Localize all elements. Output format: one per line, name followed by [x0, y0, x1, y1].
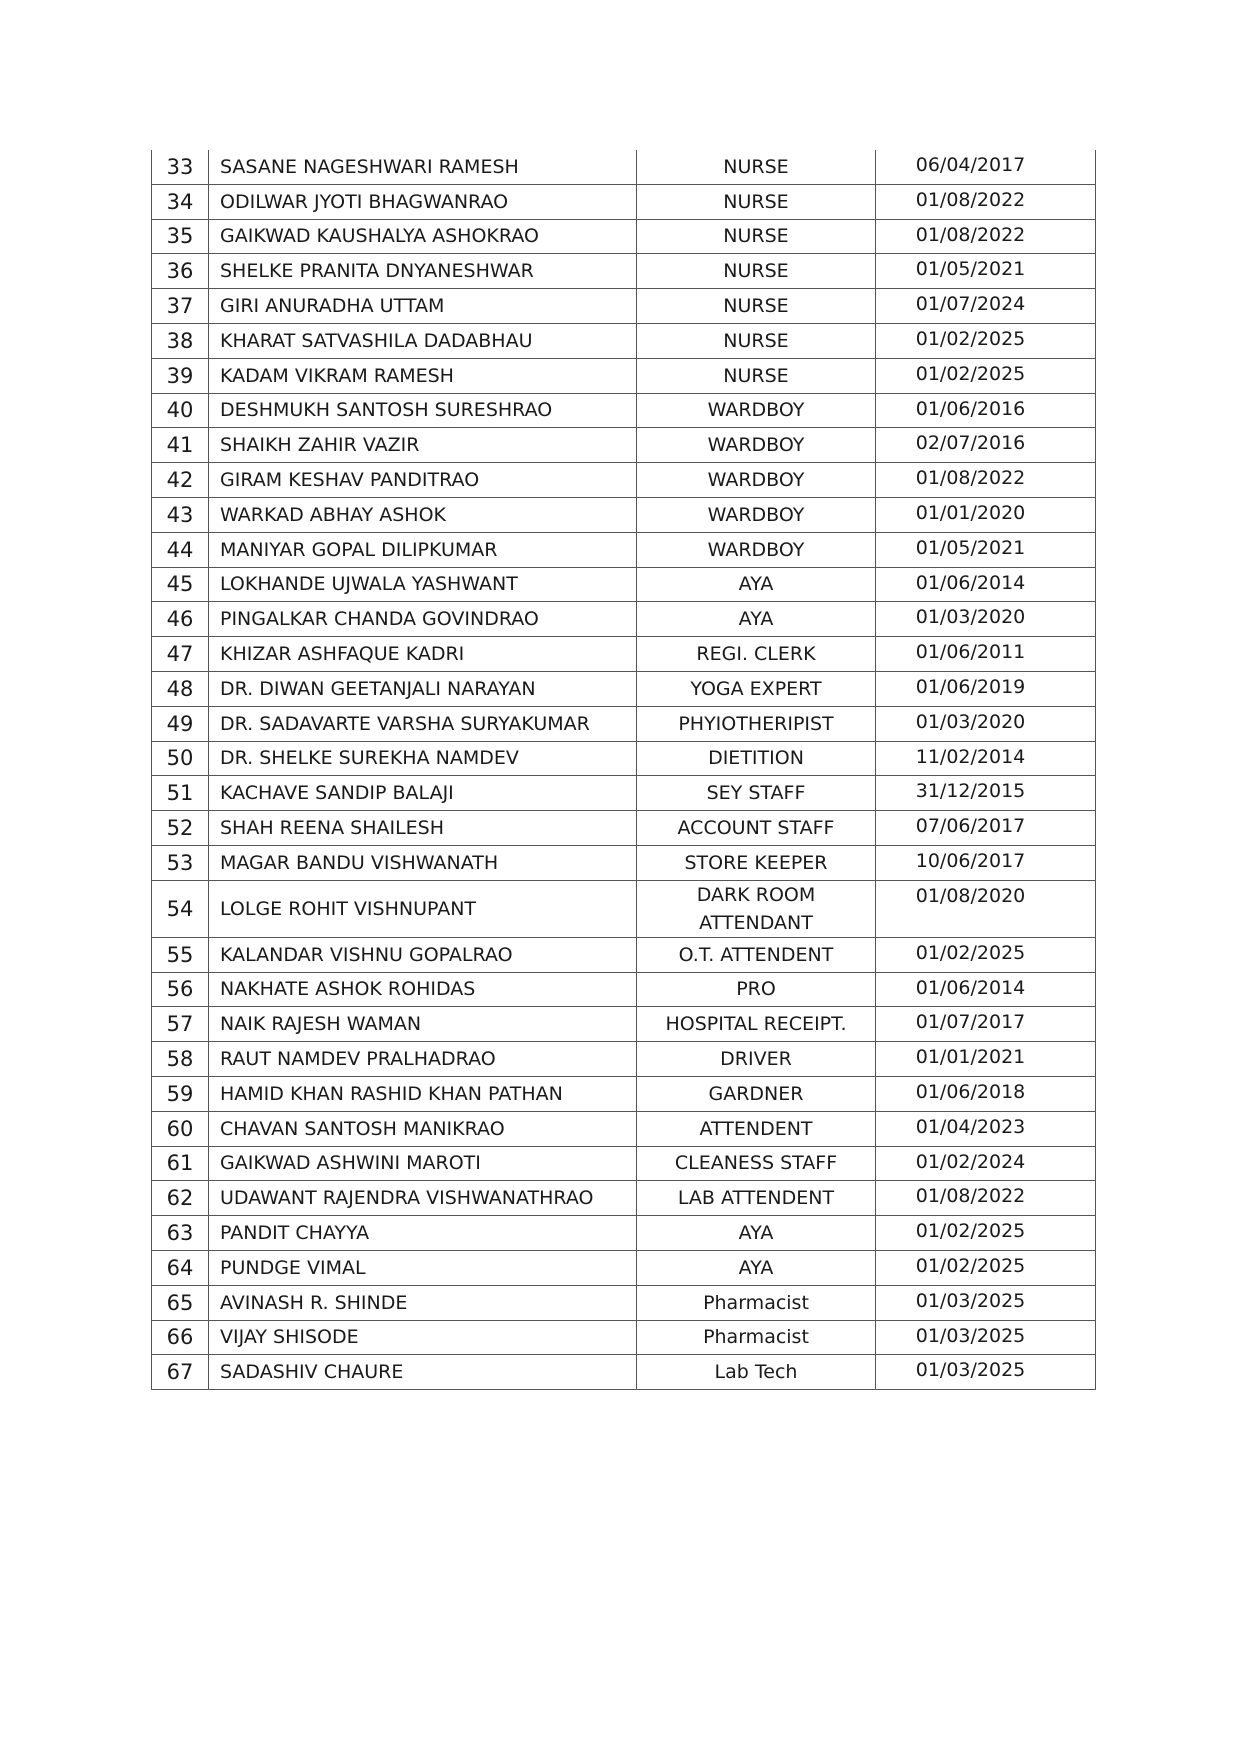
name-cell: SADASHIV CHAURE	[209, 1355, 637, 1390]
designation-cell: STORE KEEPER	[637, 845, 876, 880]
table-row	[152, 219, 1096, 254]
designation-cell: LAB ATTENDENT	[637, 1181, 876, 1216]
name-cell: NAIK RAJESH WAMAN	[209, 1007, 637, 1042]
table-row	[152, 1146, 1096, 1181]
designation-cell: NURSE	[637, 289, 876, 324]
name-cell: KHARAT SATVASHILA DADABHAU	[209, 323, 637, 358]
date-cell: 01/08/2020	[876, 880, 1096, 937]
serial-number-cell: 58	[152, 1042, 209, 1077]
table-row	[152, 602, 1096, 637]
serial-number-cell: 49	[152, 706, 209, 741]
serial-number-cell: 63	[152, 1216, 209, 1251]
table-row	[152, 184, 1096, 219]
designation-cell: DARK ROOM ATTENDANT	[637, 880, 876, 937]
staff-table-body	[152, 150, 1096, 1390]
name-cell: KHIZAR ASHFAQUE KADRI	[209, 637, 637, 672]
name-cell: NAKHATE ASHOK ROHIDAS	[209, 972, 637, 1007]
serial-number-cell: 34	[152, 184, 209, 219]
date-cell: 01/02/2025	[876, 323, 1096, 358]
name-cell: SHAH REENA SHAILESH	[209, 811, 637, 846]
date-cell: 01/02/2025	[876, 358, 1096, 393]
name-cell: HAMID KHAN RASHID KHAN PATHAN	[209, 1076, 637, 1111]
table-row	[152, 323, 1096, 358]
date-cell: 01/04/2023	[876, 1111, 1096, 1146]
designation-cell: WARDBOY	[637, 393, 876, 428]
date-cell: 01/06/2011	[876, 637, 1096, 672]
serial-number-cell: 33	[152, 150, 209, 184]
date-cell: 01/06/2014	[876, 567, 1096, 602]
date-cell: 01/08/2022	[876, 184, 1096, 219]
serial-number-cell: 39	[152, 358, 209, 393]
serial-number-cell: 36	[152, 254, 209, 289]
serial-number-cell: 41	[152, 428, 209, 463]
designation-cell: AYA	[637, 602, 876, 637]
name-cell: UDAWANT RAJENDRA VISHWANATHRAO	[209, 1181, 637, 1216]
table-row	[152, 1250, 1096, 1285]
designation-cell: WARDBOY	[637, 428, 876, 463]
designation-cell: AYA	[637, 1250, 876, 1285]
designation-cell: Lab Tech	[637, 1355, 876, 1390]
table-row	[152, 1076, 1096, 1111]
serial-number-cell: 54	[152, 880, 209, 937]
name-cell: KALANDAR VISHNU GOPALRAO	[209, 937, 637, 972]
serial-number-cell: 42	[152, 463, 209, 498]
date-cell: 01/06/2018	[876, 1076, 1096, 1111]
name-cell: SHAIKH ZAHIR VAZIR	[209, 428, 637, 463]
serial-number-cell: 35	[152, 219, 209, 254]
designation-cell: AYA	[637, 1216, 876, 1251]
designation-cell: PRO	[637, 972, 876, 1007]
table-row	[152, 706, 1096, 741]
serial-number-cell: 61	[152, 1146, 209, 1181]
name-cell: DR. SADAVARTE VARSHA SURYAKUMAR	[209, 706, 637, 741]
name-cell: GAIKWAD KAUSHALYA ASHOKRAO	[209, 219, 637, 254]
designation-cell: DIETITION	[637, 741, 876, 776]
name-cell: RAUT NAMDEV PRALHADRAO	[209, 1042, 637, 1077]
date-cell: 01/08/2022	[876, 463, 1096, 498]
name-cell: DR. SHELKE SUREKHA NAMDEV	[209, 741, 637, 776]
name-cell: PUNDGE VIMAL	[209, 1250, 637, 1285]
date-cell: 02/07/2016	[876, 428, 1096, 463]
serial-number-cell: 38	[152, 323, 209, 358]
designation-cell: O.T. ATTENDENT	[637, 937, 876, 972]
serial-number-cell: 65	[152, 1285, 209, 1320]
serial-number-cell: 51	[152, 776, 209, 811]
table-row	[152, 937, 1096, 972]
name-cell: LOKHANDE UJWALA YASHWANT	[209, 567, 637, 602]
date-cell: 01/06/2014	[876, 972, 1096, 1007]
date-cell: 01/06/2016	[876, 393, 1096, 428]
table-row	[152, 567, 1096, 602]
designation-cell: NURSE	[637, 358, 876, 393]
date-cell: 01/07/2024	[876, 289, 1096, 324]
date-cell: 01/03/2025	[876, 1355, 1096, 1390]
date-cell: 07/06/2017	[876, 811, 1096, 846]
serial-number-cell: 37	[152, 289, 209, 324]
date-cell: 01/07/2017	[876, 1007, 1096, 1042]
table-row	[152, 1007, 1096, 1042]
date-cell: 01/02/2025	[876, 1250, 1096, 1285]
table-row	[152, 150, 1096, 184]
name-cell: DR. DIWAN GEETANJALI NARAYAN	[209, 671, 637, 706]
name-cell: SASANE NAGESHWARI RAMESH	[209, 150, 637, 184]
serial-number-cell: 48	[152, 671, 209, 706]
serial-number-cell: 59	[152, 1076, 209, 1111]
designation-cell: ACCOUNT STAFF	[637, 811, 876, 846]
table-row	[152, 1042, 1096, 1077]
serial-number-cell: 62	[152, 1181, 209, 1216]
table-row	[152, 532, 1096, 567]
table-row	[152, 393, 1096, 428]
designation-cell: GARDNER	[637, 1076, 876, 1111]
table-row	[152, 289, 1096, 324]
date-cell: 01/08/2022	[876, 219, 1096, 254]
table-row	[152, 1111, 1096, 1146]
designation-cell: WARDBOY	[637, 497, 876, 532]
table-row	[152, 1181, 1096, 1216]
date-cell: 01/03/2025	[876, 1285, 1096, 1320]
designation-cell: NURSE	[637, 219, 876, 254]
serial-number-cell: 46	[152, 602, 209, 637]
designation-cell: ATTENDENT	[637, 1111, 876, 1146]
table-row	[152, 497, 1096, 532]
serial-number-cell: 44	[152, 532, 209, 567]
serial-number-cell: 60	[152, 1111, 209, 1146]
designation-cell: Pharmacist	[637, 1320, 876, 1355]
designation-cell: WARDBOY	[637, 532, 876, 567]
designation-cell: AYA	[637, 567, 876, 602]
name-cell: SHELKE PRANITA DNYANESHWAR	[209, 254, 637, 289]
date-cell: 01/03/2025	[876, 1320, 1096, 1355]
date-cell: 01/02/2025	[876, 1216, 1096, 1251]
designation-cell: YOGA EXPERT	[637, 671, 876, 706]
table-row	[152, 1285, 1096, 1320]
date-cell: 01/03/2020	[876, 706, 1096, 741]
name-cell: DESHMUKH SANTOSH SURESHRAO	[209, 393, 637, 428]
name-cell: KACHAVE SANDIP BALAJI	[209, 776, 637, 811]
serial-number-cell: 52	[152, 811, 209, 846]
serial-number-cell: 64	[152, 1250, 209, 1285]
date-cell: 01/05/2021	[876, 532, 1096, 567]
serial-number-cell: 47	[152, 637, 209, 672]
name-cell: WARKAD ABHAY ASHOK	[209, 497, 637, 532]
name-cell: KADAM VIKRAM RAMESH	[209, 358, 637, 393]
date-cell: 11/02/2014	[876, 741, 1096, 776]
serial-number-cell: 67	[152, 1355, 209, 1390]
name-cell: CHAVAN SANTOSH MANIKRAO	[209, 1111, 637, 1146]
name-cell: PANDIT CHAYYA	[209, 1216, 637, 1251]
designation-cell: DRIVER	[637, 1042, 876, 1077]
date-cell: 31/12/2015	[876, 776, 1096, 811]
designation-cell: NURSE	[637, 323, 876, 358]
staff-table	[151, 150, 1096, 1390]
table-row	[152, 741, 1096, 776]
table-row	[152, 463, 1096, 498]
table-row	[152, 845, 1096, 880]
serial-number-cell: 50	[152, 741, 209, 776]
table-row	[152, 972, 1096, 1007]
designation-cell: PHYIOTHERIPIST	[637, 706, 876, 741]
table-row	[152, 637, 1096, 672]
table-row	[152, 358, 1096, 393]
name-cell: MAGAR BANDU VISHWANATH	[209, 845, 637, 880]
name-cell: PINGALKAR CHANDA GOVINDRAO	[209, 602, 637, 637]
designation-cell: SEY STAFF	[637, 776, 876, 811]
serial-number-cell: 43	[152, 497, 209, 532]
designation-cell: WARDBOY	[637, 463, 876, 498]
serial-number-cell: 56	[152, 972, 209, 1007]
date-cell: 01/05/2021	[876, 254, 1096, 289]
designation-cell: Pharmacist	[637, 1285, 876, 1320]
name-cell: LOLGE ROHIT VISHNUPANT	[209, 880, 637, 937]
name-cell: GIRI ANURADHA UTTAM	[209, 289, 637, 324]
designation-cell: NURSE	[637, 150, 876, 184]
date-cell: 01/01/2020	[876, 497, 1096, 532]
table-row	[152, 428, 1096, 463]
table-row	[152, 1216, 1096, 1251]
date-cell: 10/06/2017	[876, 845, 1096, 880]
table-row	[152, 254, 1096, 289]
designation-cell: NURSE	[637, 184, 876, 219]
name-cell: MANIYAR GOPAL DILIPKUMAR	[209, 532, 637, 567]
date-cell: 01/02/2025	[876, 937, 1096, 972]
name-cell: GAIKWAD ASHWINI MAROTI	[209, 1146, 637, 1181]
serial-number-cell: 45	[152, 567, 209, 602]
name-cell: AVINASH R. SHINDE	[209, 1285, 637, 1320]
designation-cell: NURSE	[637, 254, 876, 289]
date-cell: 01/02/2024	[876, 1146, 1096, 1181]
date-cell: 06/04/2017	[876, 150, 1096, 184]
serial-number-cell: 53	[152, 845, 209, 880]
date-cell: 01/03/2020	[876, 602, 1096, 637]
serial-number-cell: 55	[152, 937, 209, 972]
table-row	[152, 1320, 1096, 1355]
name-cell: ODILWAR JYOTI BHAGWANRAO	[209, 184, 637, 219]
designation-cell: HOSPITAL RECEIPT.	[637, 1007, 876, 1042]
serial-number-cell: 57	[152, 1007, 209, 1042]
designation-cell: CLEANESS STAFF	[637, 1146, 876, 1181]
table-row	[152, 671, 1096, 706]
table-row	[152, 880, 1096, 937]
date-cell: 01/01/2021	[876, 1042, 1096, 1077]
serial-number-cell: 66	[152, 1320, 209, 1355]
serial-number-cell: 40	[152, 393, 209, 428]
name-cell: VIJAY SHISODE	[209, 1320, 637, 1355]
table-row	[152, 1355, 1096, 1390]
date-cell: 01/06/2019	[876, 671, 1096, 706]
table-row	[152, 811, 1096, 846]
name-cell: GIRAM KESHAV PANDITRAO	[209, 463, 637, 498]
table-row	[152, 776, 1096, 811]
date-cell: 01/08/2022	[876, 1181, 1096, 1216]
designation-cell: REGI. CLERK	[637, 637, 876, 672]
